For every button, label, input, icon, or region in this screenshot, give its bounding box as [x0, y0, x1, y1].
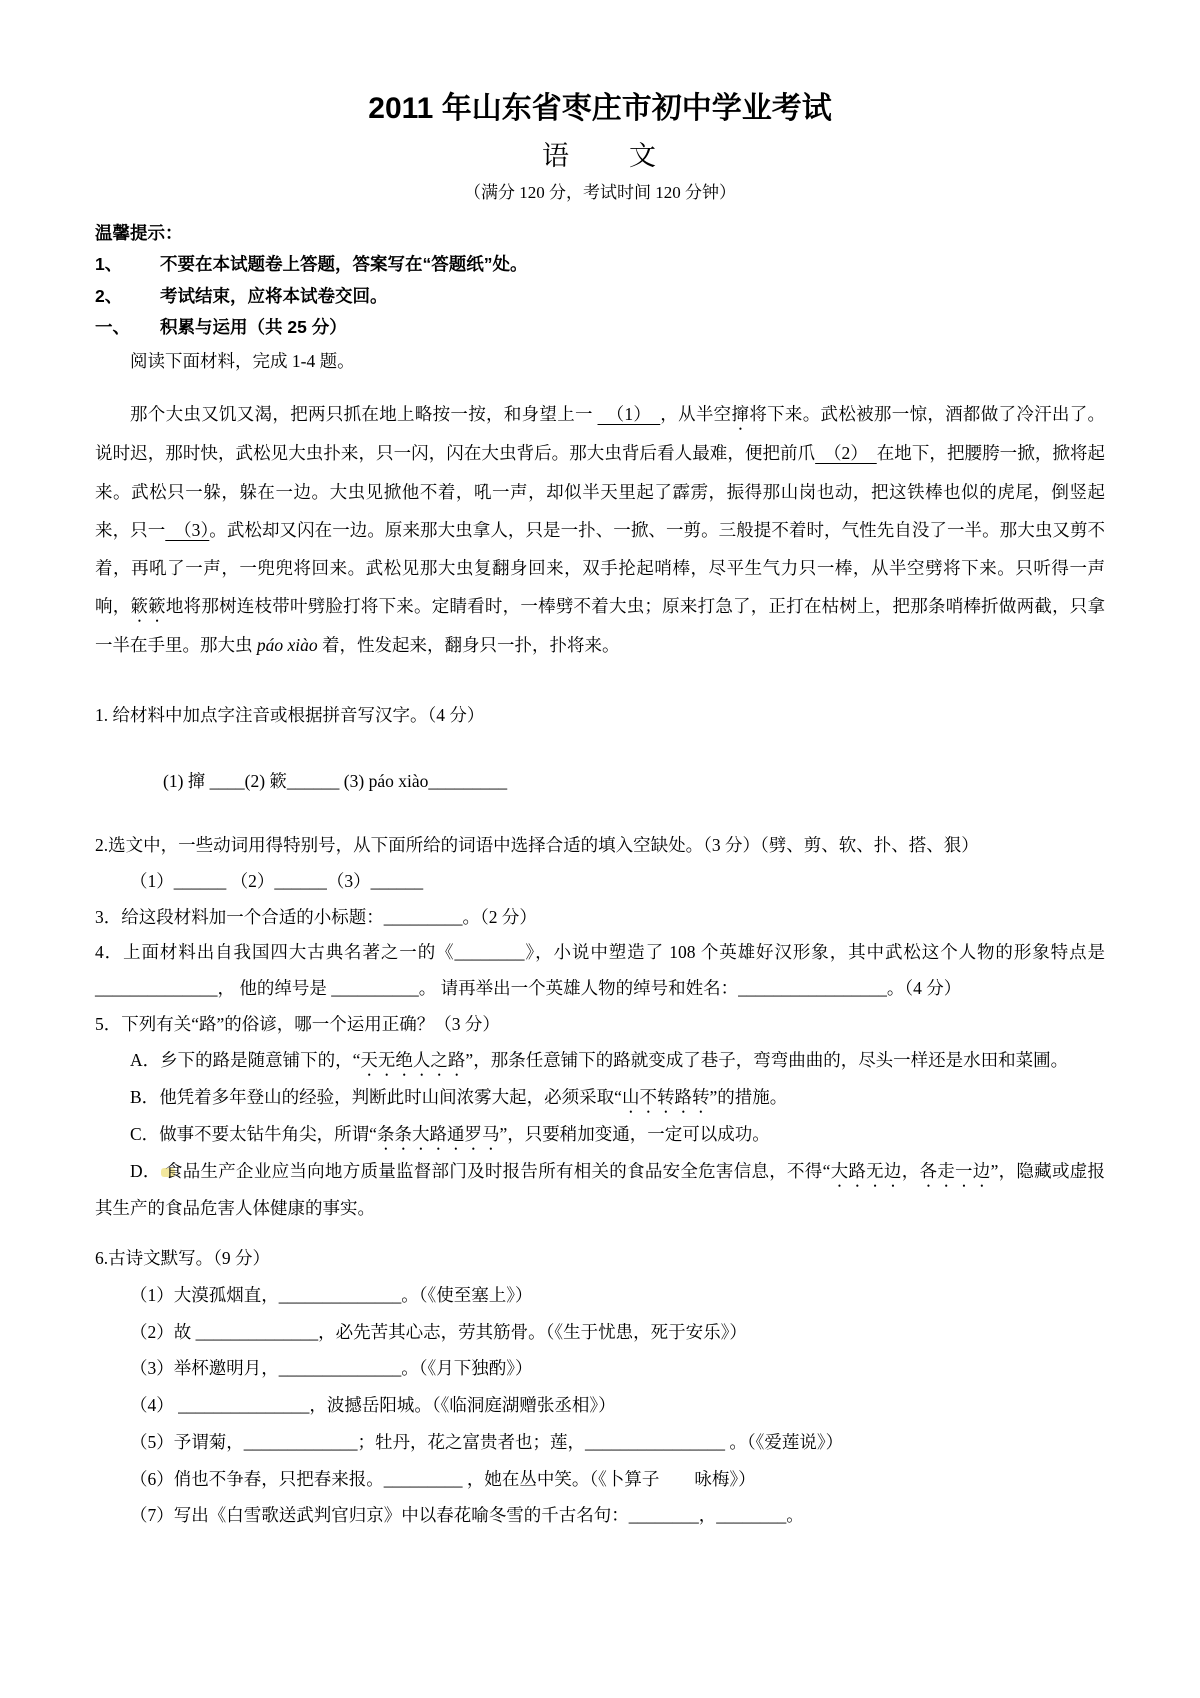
passage-blank-3: （3）	[165, 519, 210, 540]
question-5-option-b	[95, 1080, 1105, 1117]
question-6-item-6: （6）俏也不争春，只把春来报。_________ ，她在丛中笑。（《卜算子 咏梅》）	[130, 1468, 756, 1489]
passage-dotted-char-cuan: 撺	[731, 404, 750, 425]
passage-text: ，从半空	[660, 404, 732, 425]
question-6-item-1: （1）大漠孤烟直，______________。（《使至塞上》）	[130, 1284, 533, 1305]
option-d-text: ”，隐藏或虚报其生产的食品危害人体健康的事实。	[95, 1161, 1105, 1219]
passage-text: 那个大虫又饥又渴，把两只抓在地上略按一按，和身望上一	[130, 404, 598, 425]
question-6: 6.古诗文默写。（9 分）	[95, 1247, 270, 1268]
reading-intro: 阅读下面材料，完成 1-4 题。	[130, 350, 355, 371]
section-number: 一、	[95, 317, 130, 338]
option-c-text: 做事不要太钻牛角尖，所谓“	[159, 1124, 377, 1145]
question-5-option-d	[95, 1154, 1105, 1227]
option-b-label: B．	[130, 1087, 160, 1108]
passage-blank-2: （2）	[815, 443, 877, 464]
option-c-text: ”，只要稍加变通，一定可以成功。	[499, 1124, 770, 1145]
passage-text: 在地下，把腰胯一掀，掀将起来。武松只一躲，躲在一边。大虫见掀他不着，吼一声，却似半天里起了霹雳，振得那山岗也动，把这铁棒也似的虎尾，倒竖起来，只一	[95, 443, 1106, 540]
reading-passage	[95, 395, 1105, 664]
option-b-text: 他凭着多年登山的经验，判断此时山间浓雾大起，必须采取“	[159, 1087, 622, 1108]
question-6-item-5: （5）予谓菊，_____________；牡丹，花之富贵者也；莲，________________ 。（《爱莲说》）	[130, 1431, 844, 1452]
passage-text: 将下来。武松被那一惊，酒都做了冷汗出了。说时迟，那时快，武松见大虫扑来，只一闪，闪在大虫背后。那大虫背后看人最难，便把前爪	[95, 404, 1106, 464]
page-title: 2011 年山东省枣庄市初中学业考试	[368, 92, 832, 125]
question-5: 5．下列有关“路”的俗谚，哪一个运用正确？（3 分）	[95, 1014, 500, 1035]
tip-1-number: 1、	[95, 254, 123, 275]
question-6-item-3: （3）举杯邀明月，______________。（《月下独酌》）	[130, 1358, 533, 1379]
passage-text: 着，性发起来，翻身只一扑，扑将来。	[317, 634, 620, 655]
question-5-option-a	[95, 1043, 1105, 1080]
tip-2-number: 2、	[95, 285, 123, 306]
option-a-text: 乡下的路是随意铺下的，“	[160, 1050, 361, 1071]
tip-2-text: 考试结束，应将本试卷交回。	[160, 285, 388, 306]
passage-pinyin: páo xiào	[256, 634, 318, 655]
option-a-text: ”，那条任意铺下的路就变成了巷子，弯弯曲曲的，尽头一样还是水田和菜圃。	[465, 1050, 1069, 1071]
passage-blank-1: （1）	[597, 404, 661, 425]
question-2: 2.选文中，一些动词用得特别号，从下面所给的词语中选择合适的填入空缺处。（3 分）（劈、剪、软、扑、搭、狠）	[95, 834, 979, 855]
option-c-label: C．	[130, 1124, 160, 1145]
option-c-emphasized: 条条大路通罗马	[376, 1124, 500, 1145]
question-1: 1. 给材料中加点字注音或根据拼音写汉字。（4 分）	[95, 705, 485, 726]
passage-text: 地将那树连枝带叶劈脸打将下来。定睛看时，一棒劈不着大虫；原来打急了，正打在枯树上，把那条哨棒折做两截，只拿一半在手里。那大虫	[95, 595, 1106, 655]
question-6-item-4: （4） _______________，波撼岳阳城。（《临洞庭湖赠张丞相》）	[130, 1395, 616, 1416]
exam-meta: （满分 120 分，考试时间 120 分钟）	[464, 182, 736, 202]
question-6-item-2: （2）故 ______________，必先苦其心志，劳其筋骨。（《生于忧患，死于安乐》）	[130, 1321, 747, 1342]
question-1-answer-line: (1) 撺 ____(2) 簌______ (3) páo xiào_________	[163, 770, 508, 791]
option-a-emphasized: 天无绝人之路	[360, 1050, 466, 1071]
option-b-emphasized: 山不转路转	[621, 1087, 710, 1108]
option-d-emphasized: 大路无边，各走一边	[830, 1161, 991, 1182]
option-d-label: D．	[130, 1161, 161, 1182]
option-a-label: A．	[130, 1050, 161, 1071]
tip-item-2	[95, 281, 1105, 313]
section-heading	[95, 312, 1105, 344]
section-title: 积累与运用（共 25 分）	[160, 317, 347, 338]
subject-title: 语 文	[542, 141, 658, 171]
passage-dotted-char-su: 簌簌	[130, 595, 166, 616]
tip-item-1	[95, 249, 1105, 281]
passage-text: 。武松却又闪在一边。原来那大虫拿人，只是一扑、一掀、一剪。三般提不着时，气性先自没了一半。那大虫又剪不着，再吼了一声，一兜兜将回来。武松见那大虫复翻身回来，双手抡起哨棒，尽平生气力只一棒，从半空劈将下来。只听得一声响，	[95, 519, 1106, 616]
tip-1-text: 不要在本试题卷上答题，答案写在“答题纸”处。	[160, 254, 528, 275]
option-d-text: 食品生产企业应当向地方质量监督部门及时报告所有相关的食品安全危害信息，不得“	[164, 1161, 831, 1182]
question-2-blanks: （1）______ （2）______（3）______	[130, 870, 424, 891]
question-5-option-c	[95, 1117, 1105, 1154]
question-6-item-7: （7）写出《白雪歌送武判官归京》中以春花喻冬雪的千古名句：________，________。	[130, 1505, 804, 1526]
tips-heading: 温馨提示：	[95, 223, 183, 244]
option-b-text: ”的措施。	[709, 1087, 788, 1108]
question-4: 4．上面材料出自我国四大古典名著之一的《________》，小说中塑造了 108 个英雄好汉形象，其中武松这个人物的形象特点是 ______________， 他的绰号是 __________。 请再举出一个英雄人物的绰号和姓名：_________________。（4 分）	[95, 942, 1105, 999]
question-3: 3．给这段材料加一个合适的小标题：_________。（2 分）	[95, 906, 537, 927]
